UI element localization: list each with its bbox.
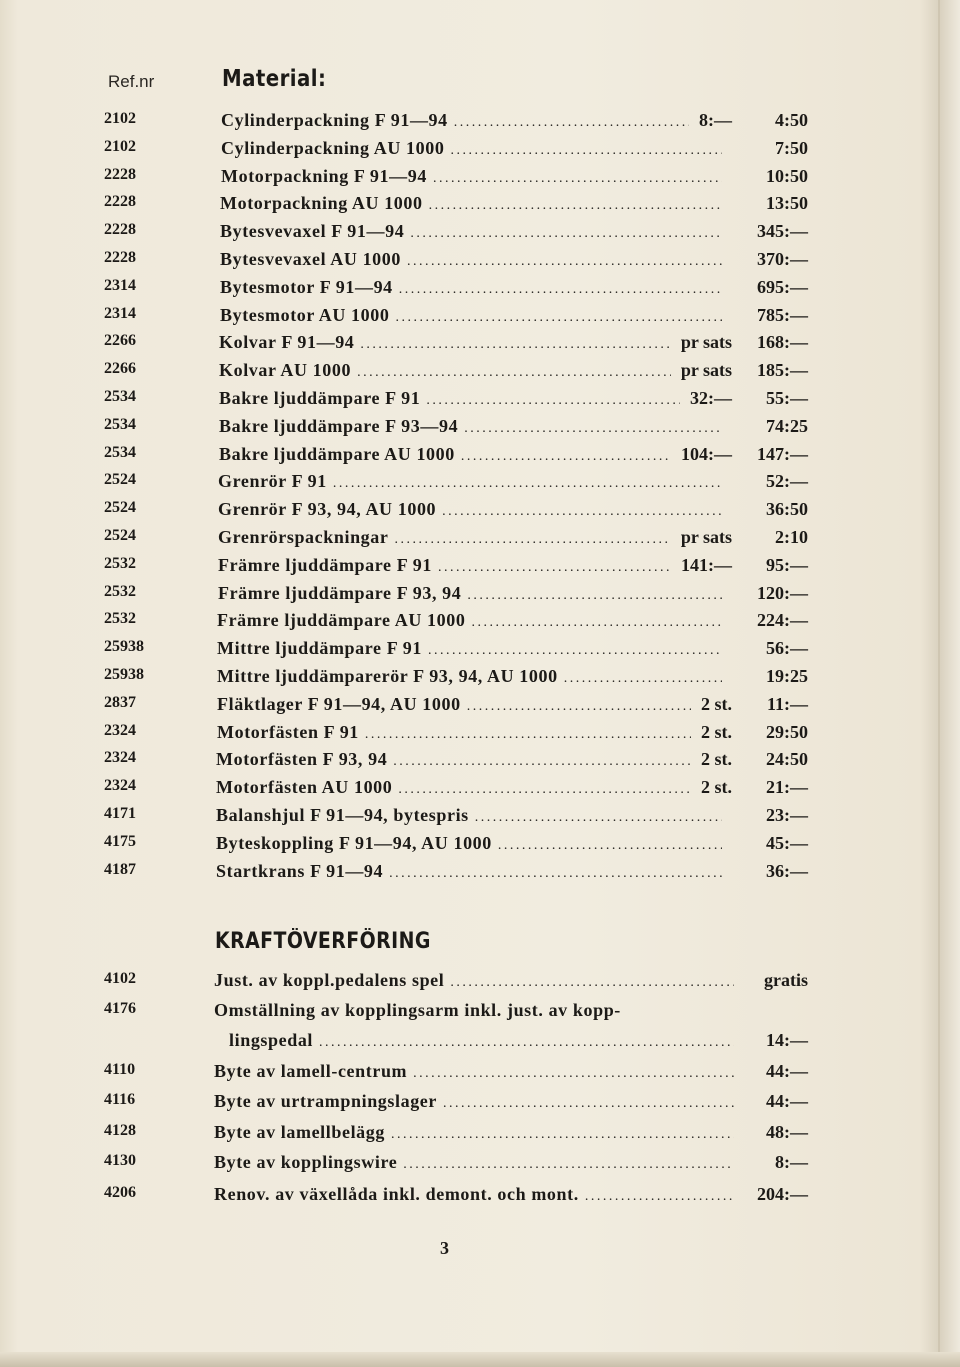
price-row bbox=[0, 138, 960, 164]
ref-number: 4128 bbox=[104, 1122, 136, 1139]
item-line bbox=[218, 471, 740, 492]
item-description: Grenrörspackningar bbox=[218, 527, 389, 547]
item-line bbox=[216, 777, 740, 798]
item-price: 7:50 bbox=[775, 137, 808, 158]
leader-dots bbox=[564, 671, 722, 687]
material-header: Material: bbox=[222, 66, 327, 92]
ref-number: 2524 bbox=[104, 499, 136, 517]
leader-dots bbox=[319, 1035, 734, 1051]
ref-number: 25938 bbox=[104, 666, 144, 683]
page-bottom-edge bbox=[0, 1352, 960, 1367]
price-row bbox=[0, 332, 960, 358]
item-line bbox=[220, 221, 740, 242]
item-price: 48:— bbox=[766, 1122, 808, 1142]
leader-dots bbox=[333, 476, 722, 492]
ref-number: 2228 bbox=[104, 249, 136, 266]
ref-number: 4102 bbox=[104, 970, 136, 987]
ref-number: 4171 bbox=[104, 805, 136, 822]
price-row bbox=[0, 360, 960, 386]
leader-dots bbox=[471, 615, 722, 631]
leader-dots bbox=[410, 226, 722, 242]
item-description: Cylinderpackning AU 1000 bbox=[221, 137, 445, 158]
item-description: Motorfästen F 93, 94 bbox=[216, 749, 388, 770]
ref-number: 4130 bbox=[104, 1152, 136, 1169]
item-description: Cylinderpackning F 91—94 bbox=[221, 110, 448, 130]
item-line bbox=[216, 749, 740, 770]
price-row bbox=[0, 749, 960, 775]
item-description: Motorfästen AU 1000 bbox=[216, 777, 393, 798]
item-price: 23:— bbox=[766, 805, 808, 825]
item-line bbox=[214, 1184, 740, 1205]
item-description: Startkrans F 91—94 bbox=[216, 860, 384, 881]
price-row bbox=[0, 249, 960, 275]
item-line bbox=[214, 1000, 740, 1021]
ref-number: 2324 bbox=[104, 777, 136, 795]
leader-dots bbox=[450, 975, 734, 991]
item-description: Motorpackning AU 1000 bbox=[220, 193, 423, 214]
leader-dots bbox=[428, 643, 722, 659]
price-row bbox=[0, 305, 960, 331]
item-description: Omställning av kopplingsarm inkl. just. av kopp- bbox=[214, 1000, 621, 1020]
leader-dots bbox=[429, 198, 722, 214]
item-description: Kolvar AU 1000 bbox=[219, 360, 352, 381]
ref-number: 2532 bbox=[104, 582, 136, 600]
item-description: Bytesvevaxel F 91—94 bbox=[220, 221, 405, 242]
item-price: 168:— bbox=[757, 332, 808, 353]
leader-dots bbox=[454, 115, 689, 131]
item-price: 95:— bbox=[766, 554, 808, 575]
item-price: 44:— bbox=[766, 1091, 808, 1111]
ref-number: 2266 bbox=[104, 360, 136, 378]
item-price: 370:— bbox=[757, 249, 808, 269]
item-line bbox=[216, 805, 740, 826]
ref-number: 2324 bbox=[104, 749, 136, 767]
ref-number: 4206 bbox=[104, 1184, 136, 1201]
item-price: 147:— bbox=[757, 443, 808, 464]
item-price: 2:10 bbox=[775, 527, 808, 547]
leader-dots bbox=[398, 782, 691, 798]
leader-dots bbox=[395, 310, 722, 326]
item-price: 204:— bbox=[757, 1184, 808, 1204]
item-price: 36:50 bbox=[766, 499, 808, 520]
item-line bbox=[217, 610, 740, 631]
item-description: Bytesmotor F 91—94 bbox=[220, 276, 393, 297]
ref-number: 2534 bbox=[104, 415, 136, 433]
item-price: 36:— bbox=[766, 860, 808, 881]
item-description: Byteskoppling F 91—94, AU 1000 bbox=[216, 832, 492, 853]
item-price: 10:50 bbox=[766, 165, 808, 186]
leader-dots bbox=[461, 449, 671, 465]
item-price: 695:— bbox=[757, 276, 808, 297]
item-price: 120:— bbox=[757, 582, 808, 603]
price-row bbox=[0, 388, 960, 414]
ref-number: 2314 bbox=[104, 304, 136, 322]
price-row bbox=[0, 416, 960, 442]
price-row bbox=[0, 1184, 960, 1210]
item-price: 224:— bbox=[757, 610, 808, 631]
leader-dots bbox=[467, 588, 722, 604]
ref-number: 2102 bbox=[104, 137, 136, 155]
ref-number: 2532 bbox=[104, 610, 136, 628]
ref-number: 4116 bbox=[104, 1091, 136, 1108]
item-line bbox=[218, 583, 740, 604]
item-line bbox=[218, 499, 740, 520]
price-row bbox=[0, 1122, 960, 1148]
item-qualifier: 104:— bbox=[681, 443, 732, 464]
item-price: 55:— bbox=[766, 388, 808, 408]
item-line bbox=[219, 332, 740, 353]
leader-dots bbox=[413, 1066, 734, 1082]
item-line bbox=[216, 833, 740, 854]
ref-number: 2534 bbox=[104, 443, 136, 461]
item-qualifier: 141:— bbox=[681, 554, 732, 575]
price-row bbox=[0, 970, 960, 996]
item-description: Grenrör F 93, 94, AU 1000 bbox=[218, 499, 437, 520]
price-row bbox=[0, 583, 960, 609]
item-line bbox=[220, 193, 740, 214]
item-line bbox=[219, 444, 740, 465]
ref-number: 25938 bbox=[104, 638, 144, 656]
item-price: 29:50 bbox=[766, 721, 808, 742]
item-description: Bytesmotor AU 1000 bbox=[220, 304, 390, 325]
item-price: 44:— bbox=[766, 1061, 808, 1081]
ref-number: 2532 bbox=[104, 554, 136, 572]
item-line bbox=[221, 110, 740, 131]
item-line bbox=[217, 666, 740, 687]
item-line bbox=[214, 1152, 740, 1173]
price-row bbox=[0, 221, 960, 247]
price-row bbox=[0, 722, 960, 748]
item-line bbox=[220, 277, 740, 298]
item-line bbox=[219, 416, 740, 437]
ref-number: 2266 bbox=[104, 332, 136, 350]
item-description: Främre ljuddämpare F 91 bbox=[218, 554, 432, 575]
price-row bbox=[0, 777, 960, 803]
item-description: Mittre ljuddämpare F 91 bbox=[217, 638, 422, 659]
item-price: 11:— bbox=[766, 693, 808, 714]
item-line bbox=[229, 1030, 740, 1051]
item-description: Bakre ljuddämpare AU 1000 bbox=[219, 443, 455, 464]
ref-number: 2102 bbox=[104, 110, 136, 127]
item-qualifier: 2 st. bbox=[701, 693, 732, 714]
item-description: Byte av urtrampningslager bbox=[214, 1091, 437, 1111]
item-description: Bakre ljuddämpare F 91 bbox=[219, 388, 421, 408]
ref-number: 4175 bbox=[104, 832, 136, 850]
item-price: 24:50 bbox=[766, 749, 808, 770]
leader-dots bbox=[450, 143, 722, 159]
leader-dots bbox=[393, 754, 691, 770]
price-row bbox=[0, 610, 960, 636]
leader-dots bbox=[357, 365, 671, 381]
item-price: 56:— bbox=[766, 638, 808, 659]
item-price: 785:— bbox=[757, 304, 808, 325]
item-description: Byte av kopplingswire bbox=[214, 1152, 398, 1172]
item-line bbox=[220, 249, 740, 270]
price-row bbox=[0, 694, 960, 720]
leader-dots bbox=[464, 421, 722, 437]
ref-number: 2314 bbox=[104, 276, 136, 294]
item-qualifier: 2 st. bbox=[701, 777, 732, 798]
leader-dots bbox=[443, 1096, 734, 1112]
item-description: Främre ljuddämpare AU 1000 bbox=[217, 610, 466, 631]
item-qualifier: 2 st. bbox=[701, 749, 732, 770]
item-line bbox=[214, 1122, 740, 1143]
price-row bbox=[0, 499, 960, 525]
item-qualifier: 32:— bbox=[690, 388, 732, 408]
leader-dots bbox=[433, 171, 722, 187]
leader-dots bbox=[407, 254, 722, 270]
item-line bbox=[217, 638, 740, 659]
item-price: 4:50 bbox=[775, 110, 808, 130]
price-row bbox=[0, 1061, 960, 1087]
item-description: Byte av lamell-centrum bbox=[214, 1061, 408, 1081]
item-line bbox=[218, 527, 740, 548]
item-line bbox=[214, 1091, 740, 1112]
price-row bbox=[0, 666, 960, 692]
price-row bbox=[0, 861, 960, 887]
item-description: Balanshjul F 91—94, bytespris bbox=[216, 805, 469, 825]
item-description: Mittre ljuddämparerör F 93, 94, AU 1000 bbox=[217, 666, 558, 686]
leader-dots bbox=[389, 866, 722, 882]
leader-dots bbox=[391, 1127, 734, 1143]
price-row bbox=[0, 277, 960, 303]
price-row bbox=[0, 471, 960, 497]
ref-number: 2837 bbox=[104, 693, 136, 711]
item-description: Byte av lamellbelägg bbox=[214, 1122, 385, 1142]
item-price: 14:— bbox=[766, 1030, 808, 1050]
item-price: gratis bbox=[764, 970, 808, 990]
item-description: Motorfästen F 91 bbox=[217, 721, 359, 742]
leader-dots bbox=[467, 699, 691, 715]
price-row bbox=[0, 444, 960, 470]
item-description: Bakre ljuddämpare F 93—94 bbox=[219, 415, 459, 436]
price-row bbox=[0, 1000, 960, 1026]
page-number: 3 bbox=[440, 1238, 449, 1258]
item-line bbox=[214, 970, 740, 991]
item-description: Renov. av växellåda inkl. demont. och mont. bbox=[214, 1184, 579, 1204]
item-price: 8:— bbox=[775, 1152, 808, 1172]
price-row bbox=[0, 166, 960, 192]
price-row bbox=[0, 805, 960, 831]
leader-dots bbox=[585, 1189, 734, 1205]
item-price: 19:25 bbox=[766, 666, 808, 686]
item-price: 52:— bbox=[766, 471, 808, 492]
price-row bbox=[0, 638, 960, 664]
ref-number-header: Ref.nr bbox=[108, 72, 155, 91]
leader-dots bbox=[403, 1157, 734, 1173]
item-line bbox=[220, 305, 740, 326]
ref-number: 2524 bbox=[104, 471, 136, 489]
leader-dots bbox=[442, 504, 722, 520]
item-qualifier: pr sats bbox=[680, 360, 732, 381]
ref-number: 2228 bbox=[104, 221, 136, 239]
price-row bbox=[0, 555, 960, 581]
item-qualifier: 2 st. bbox=[701, 721, 732, 742]
ref-number: 2228 bbox=[104, 165, 136, 183]
item-line bbox=[217, 694, 740, 715]
item-line bbox=[221, 166, 740, 187]
item-line bbox=[218, 555, 740, 576]
price-row bbox=[0, 1091, 960, 1117]
item-qualifier: pr sats bbox=[680, 332, 732, 353]
ref-number: 2524 bbox=[104, 527, 136, 544]
item-line bbox=[216, 861, 740, 882]
leader-dots bbox=[498, 838, 722, 854]
item-price: 21:— bbox=[766, 777, 808, 798]
item-description: Just. av koppl.pedalens spel bbox=[214, 970, 445, 990]
leader-dots bbox=[360, 337, 670, 353]
price-row bbox=[0, 527, 960, 553]
leader-dots bbox=[399, 282, 722, 298]
item-qualifier: pr sats bbox=[680, 527, 732, 547]
ref-number: 2324 bbox=[104, 721, 136, 739]
item-line bbox=[219, 360, 740, 381]
item-description: Kolvar F 91—94 bbox=[219, 332, 355, 353]
ref-number: 4110 bbox=[104, 1061, 136, 1078]
item-description: Fläktlager F 91—94, AU 1000 bbox=[217, 693, 461, 714]
leader-dots bbox=[438, 560, 671, 576]
item-price: 74:25 bbox=[766, 415, 808, 436]
ref-number: 4176 bbox=[104, 1000, 136, 1017]
price-row bbox=[0, 1152, 960, 1178]
item-price: 345:— bbox=[757, 221, 808, 242]
price-row bbox=[0, 110, 960, 136]
price-row bbox=[0, 193, 960, 219]
item-line bbox=[221, 138, 740, 159]
item-price: 13:50 bbox=[766, 193, 808, 214]
item-line bbox=[219, 388, 740, 409]
item-description: Bytesvevaxel AU 1000 bbox=[220, 249, 401, 269]
item-description: lingspedal bbox=[229, 1030, 314, 1050]
leader-dots bbox=[475, 810, 722, 826]
ref-number: 2228 bbox=[104, 193, 136, 211]
leader-dots bbox=[394, 532, 670, 548]
item-price: 45:— bbox=[766, 832, 808, 853]
ref-number: 2534 bbox=[104, 388, 136, 405]
item-line bbox=[217, 722, 740, 743]
item-description: Motorpackning F 91—94 bbox=[221, 165, 427, 186]
item-description: Främre ljuddämpare F 93, 94 bbox=[218, 582, 462, 603]
leader-dots bbox=[426, 393, 680, 409]
leader-dots bbox=[365, 727, 691, 743]
item-line bbox=[214, 1061, 740, 1082]
section-title: KRAFTÖVERFÖRING bbox=[215, 929, 431, 954]
price-row bbox=[0, 833, 960, 859]
item-description: Grenrör F 91 bbox=[218, 471, 327, 492]
ref-number: 4187 bbox=[104, 860, 136, 878]
item-price: 185:— bbox=[757, 360, 808, 381]
item-qualifier: 8:— bbox=[699, 110, 732, 130]
price-row bbox=[0, 1030, 960, 1056]
